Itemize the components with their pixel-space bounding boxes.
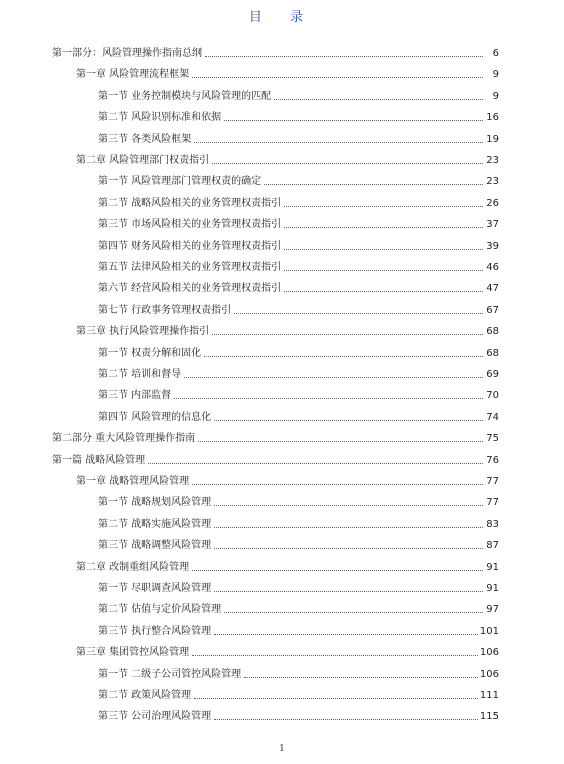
toc-entry[interactable] [76,65,499,81]
dot-leader [192,570,483,571]
toc-entry-page: 77 [486,497,499,509]
toc-entry-page: 87 [486,540,499,552]
toc-entry-label: 第三节 战略调整风险管理 [98,540,212,552]
toc-entry[interactable] [98,365,499,381]
toc-entry[interactable] [98,194,499,210]
toc-entry-page: 91 [486,561,499,573]
dot-leader [214,505,483,506]
toc-entry-page: 19 [486,133,499,145]
toc-entry-page: 91 [486,583,499,594]
toc-entry[interactable] [98,258,499,274]
toc-entry[interactable] [98,87,499,103]
toc-entry-label: 第三节 内部监督 [98,390,172,402]
dot-leader [264,184,483,185]
toc-entry-page: 75 [486,433,499,445]
toc-entry-page: 106 [479,647,499,659]
dot-leader [205,56,483,57]
toc-entry-label: 第三章 执行风险管理操作指引 [76,326,210,338]
toc-entry-label: 第五节 法律风险相关的业务管理权责指引 [98,262,282,273]
dot-leader [198,441,483,442]
toc-entry-page: 111 [479,690,499,701]
dot-leader [212,334,483,335]
toc-entry-label: 第四节 风险管理的信息化 [98,411,212,423]
toc-entry-page: 6 [492,48,499,59]
toc-entry-label: 第三节 执行整合风险管理 [98,625,212,637]
toc-entry-label: 第一章 风险管理流程框架 [76,69,190,81]
toc-entry[interactable] [98,344,499,360]
toc-entry[interactable] [76,151,499,167]
dot-leader [274,99,483,100]
toc-entry-label: 第一篇 战略风险管理 [52,454,146,466]
toc-entry[interactable] [98,515,499,531]
toc-entry-page: 16 [486,112,499,124]
toc-entry-label: 第三节 各类风险框架 [98,133,192,145]
toc-entry-label: 第一章 战略管理风险管理 [76,476,190,487]
toc-entry-page: 26 [486,197,499,209]
toc-entry-page: 46 [486,262,499,273]
toc-entry-label: 第一部分：风险管理操作指南总纲 [52,48,202,59]
toc-entry-label: 第二节 培训和督导 [98,369,182,380]
toc-entry-page: 68 [486,347,499,359]
dot-leader [244,677,478,678]
toc-entry[interactable] [98,600,499,616]
toc-entry[interactable] [98,386,499,402]
dot-leader [224,120,483,121]
toc-entry[interactable] [98,237,499,253]
toc-entry[interactable] [98,686,499,702]
toc-entry[interactable] [52,44,499,60]
toc-entry-label: 第二节 估值与定价风险管理 [98,604,222,616]
toc-entry-page: 83 [486,518,499,530]
dot-leader [184,377,483,378]
toc-entry-label: 第一节 二级子公司管控风险管理 [98,668,242,680]
toc-entry-page: 23 [486,155,499,166]
toc-entry-page: 76 [486,454,499,466]
dot-leader [224,612,483,613]
toc-entry[interactable] [98,536,499,552]
toc-entry[interactable] [52,451,499,467]
dot-leader [214,719,478,720]
toc-entry-page: 68 [486,326,499,338]
toc-entry[interactable] [76,643,499,659]
toc-entry-label: 第七节 行政事务管理权责指引 [98,304,232,316]
toc-entry-label: 第三章 集团管控风险管理 [76,647,190,659]
toc-entry-label: 第一节 权责分解和固化 [98,347,202,359]
toc-entry-label: 第四节 财务风险相关的业务管理权责指引 [98,240,282,252]
toc-entry-page: 70 [486,390,499,402]
toc-entry-label: 第二节 政策风险管理 [98,690,192,701]
toc-entry[interactable] [98,707,499,723]
toc-entry-label: 第二节 战略风险相关的业务管理权责指引 [98,197,282,209]
toc-entry-label: 第二部分 重大风险管理操作指南 [52,433,196,445]
toc-entry-page: 9 [492,69,499,81]
toc-entry-page: 67 [486,304,499,316]
dot-leader [174,398,483,399]
toc-entry-page: 101 [479,625,499,637]
dot-leader [192,655,478,656]
toc-entry[interactable] [98,215,499,231]
dot-leader [214,634,478,635]
toc-entry-page: 115 [479,711,499,723]
toc-entry-label: 第一节 风险管理部门管理权责的确定 [98,176,262,188]
dot-leader [214,591,483,592]
toc-entry-page: 47 [486,283,499,295]
toc-entry-label: 第二节 战略实施风险管理 [98,518,212,530]
dot-leader [214,527,483,528]
dot-leader [284,270,483,271]
toc-entry[interactable] [76,558,499,574]
toc-entry[interactable] [76,322,499,338]
toc-entry-page: 74 [486,411,499,423]
toc-entry-page: 77 [486,476,499,487]
toc-entry[interactable] [52,429,499,445]
toc-entry-label: 第三节 市场风险相关的业务管理权责指引 [98,219,282,231]
dot-leader [234,313,483,314]
toc-entry-label: 第一节 战略规划风险管理 [98,497,212,509]
toc-entry[interactable] [98,172,499,188]
dot-leader [204,356,483,357]
toc-entry-label: 第三节 公司治理风险管理 [98,711,212,723]
toc-title: 目 录 [248,10,316,25]
toc-entry-label: 第二节 风险识别标准和依据 [98,112,222,124]
toc-entry[interactable] [98,279,499,295]
toc-entry-page: 37 [486,219,499,231]
dot-leader [192,484,483,485]
dot-leader [284,227,483,228]
dot-leader [192,77,483,78]
toc-entry-page: 106 [479,668,499,680]
toc-entry[interactable] [98,301,499,317]
toc-entry[interactable] [76,472,499,488]
dot-leader [284,291,483,292]
toc-entry[interactable] [98,408,499,424]
toc-entry-label: 第六节 经营风险相关的业务管理权责指引 [98,283,282,295]
toc-entry-page: 39 [486,240,499,252]
toc-entry-label: 第一节 业务控制模块与风险管理的匹配 [98,90,272,102]
dot-leader [212,163,483,164]
toc-entry-page: 69 [486,369,499,380]
toc-entry-page: 9 [492,90,499,102]
toc-entry-page: 23 [486,176,499,188]
dot-leader [194,698,478,699]
toc-entry[interactable] [98,622,499,638]
dot-leader [284,206,483,207]
toc-entry[interactable] [98,130,499,146]
toc-entry-label: 第二章 风险管理部门权责指引 [76,155,210,166]
toc-entry-page: 97 [486,604,499,616]
dot-leader [284,249,483,250]
dot-leader [214,548,483,549]
dot-leader [148,463,483,464]
toc-entry[interactable] [98,108,499,124]
page-number: 1 [279,744,285,754]
toc-entry[interactable] [98,493,499,509]
toc-entry[interactable] [98,665,499,681]
toc-entry-label: 第一节 尽职调查风险管理 [98,583,212,594]
toc-entry-label: 第二章 改制重组风险管理 [76,561,190,573]
dot-leader [214,420,483,421]
toc-entry[interactable] [98,579,499,595]
dot-leader [194,142,483,143]
